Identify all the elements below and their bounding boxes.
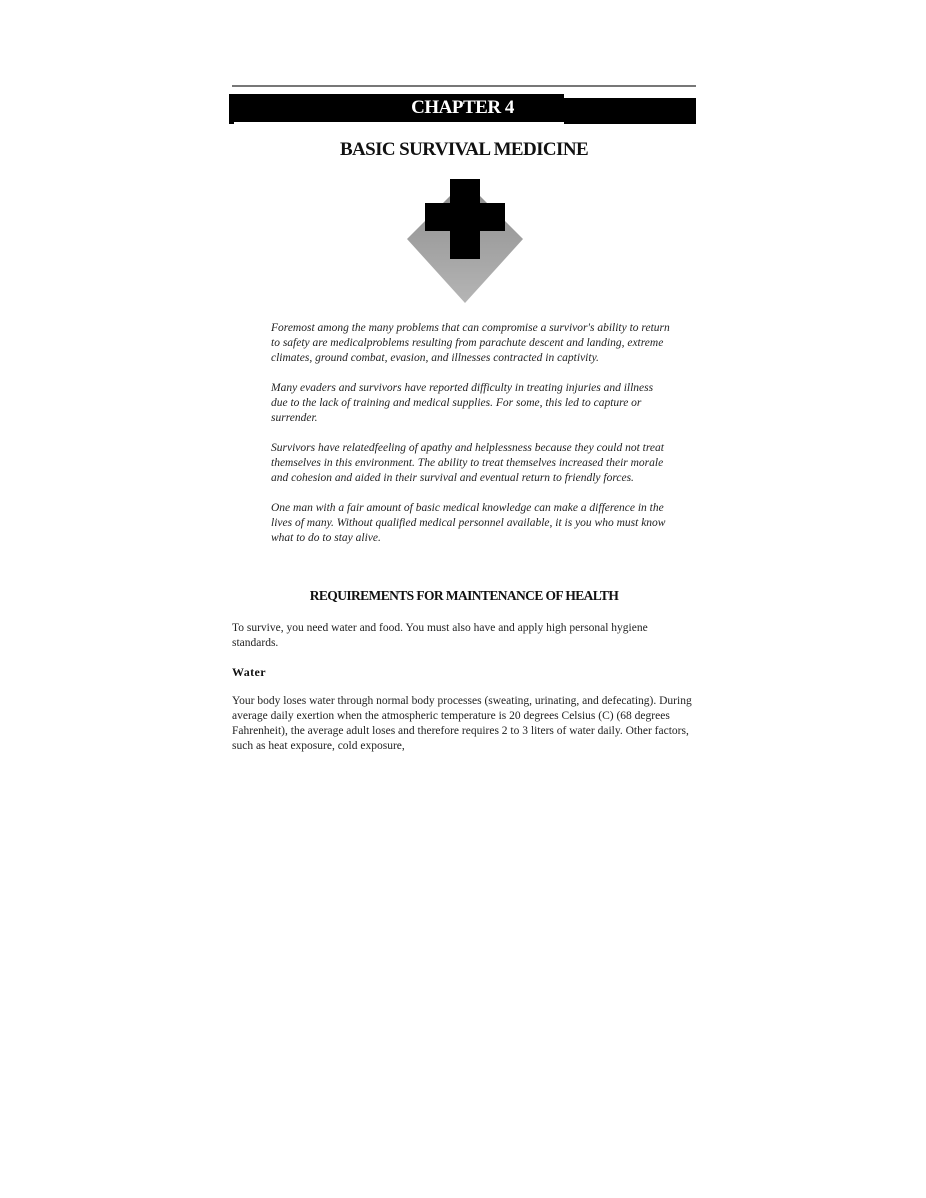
intro-paragraph: Foremost among the many problems that can compromise a survivor's ability to return to safety are medicalproblems resulting from parachute descent and landing, extreme climates, ground combat, evasion, and illnesses contracted in captivity. [271, 322, 670, 364]
body-paragraph-water: Your body loses water through normal body processes (sweating, urinating, and defecating). During average daily exertion when the atmospheric temperature is 20 degrees Celsius (C) (68 degrees Fahrenheit), the average adult loses and therefore requires 2 to 3 liters of water daily. Other factors, such as heat exposure, cold exposure, [232, 695, 692, 752]
subheading-water: Water [232, 665, 266, 679]
intro-paragraph: One man with a fair amount of basic medical knowledge can make a difference in the lives of many. Without qualified medical personnel available, it is you who must know what to do to stay alive. [271, 502, 666, 544]
cross-horizontal [425, 203, 505, 231]
intro-block [271, 321, 671, 561]
intro-paragraph: Survivors have relatedfeeling of apathy and helplessness because they could not treat themselves in this environment. The ability to treat themselves increased their morale and cohesion and aided in their survival and eventual return to friendly forces. [271, 442, 664, 484]
page-title: BASIC SURVIVAL MEDICINE [339, 139, 589, 160]
intro-paragraph: Many evaders and survivors have reported difficulty in treating injuries and illness due to the lack of training and medical supplies. For some, this led to capture or surrender. [271, 382, 654, 424]
medical-cross-icon [405, 177, 525, 305]
top-rule [232, 85, 696, 87]
section-heading: REQUIREMENTS FOR MAINTENANCE OF HEALTH [309, 588, 619, 603]
body-paragraph: To survive, you need water and food. You must also have and apply high personal hygiene standards. [232, 622, 648, 649]
chapter-label: CHAPTER 4 [411, 97, 514, 118]
chapter-banner [229, 94, 696, 122]
